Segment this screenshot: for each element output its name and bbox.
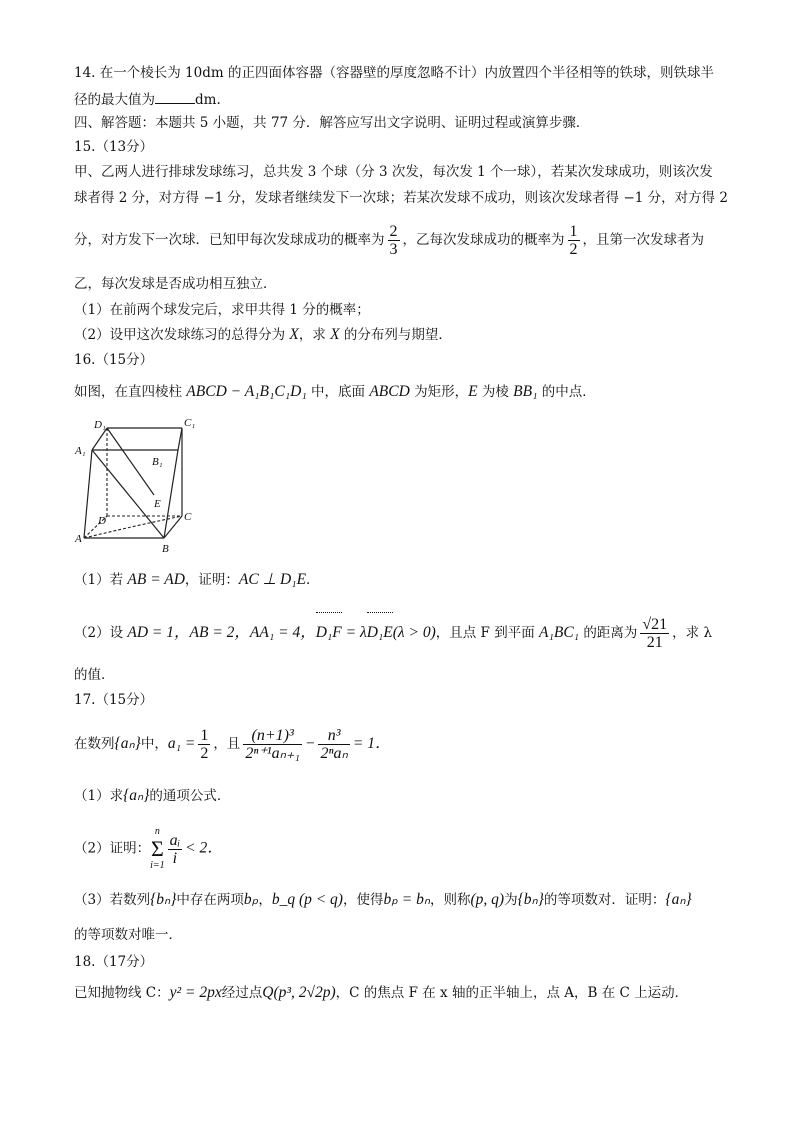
q15-part2-text-c: 的分布列与期望． bbox=[339, 327, 452, 343]
sum-term-den: i bbox=[172, 849, 178, 867]
q17-intro bbox=[74, 722, 390, 766]
q16-intro-c: 为矩形， bbox=[409, 384, 469, 400]
q16-part2-end: 的值． bbox=[74, 667, 115, 683]
sum-term bbox=[168, 832, 183, 867]
prob-jia-num: 2 bbox=[389, 223, 398, 240]
q15-part2 bbox=[74, 326, 452, 344]
var-x: X bbox=[289, 326, 299, 343]
a1-frac bbox=[198, 727, 210, 762]
q17-part1-a: （1）求 bbox=[74, 788, 124, 804]
equal-terms: bₚ = bₙ bbox=[383, 891, 431, 908]
recur-frac-1 bbox=[243, 727, 302, 762]
prob-yi-num: 1 bbox=[569, 223, 578, 240]
q15-line4: 乙，每次发球是否成功相互独立． bbox=[74, 276, 277, 292]
distance-frac bbox=[640, 616, 669, 651]
label-d: D bbox=[98, 515, 106, 527]
seq-a-2: {aₙ} bbox=[123, 787, 150, 804]
label-a: A bbox=[75, 533, 82, 545]
term-bp: bₚ bbox=[243, 891, 259, 908]
q15-part2-text-a: （2）设甲这次发球练习的总得分为 bbox=[74, 327, 290, 343]
q14-line1: 14. 在一个棱长为 10dm 的正四面体容器（容器壁的厚度忽略不计）内放置四个半径相等的铁球，则铁球半 bbox=[74, 65, 714, 81]
minus-sign: − bbox=[304, 735, 316, 752]
distance-den: 21 bbox=[646, 634, 663, 651]
q17-part1-b: 的通项公式． bbox=[149, 788, 231, 804]
q17-part3-g: 的等项数对．证明： bbox=[543, 892, 666, 908]
label-b1: B₁ bbox=[152, 456, 163, 468]
recur-num-1: (n+1)³ bbox=[243, 727, 302, 745]
q16-part2-a: （2）设 bbox=[74, 625, 128, 641]
q16-intro-b: 中，底面 bbox=[306, 384, 370, 400]
q16-part1-a: （1）若 bbox=[74, 572, 128, 588]
q15-line2: 球者得 2 分，对方得 −1 分，发球者继续发下一次球；若某次发球不成功，则该次发球者得 −1 分，对方得 2 bbox=[74, 190, 729, 206]
distance-num: √21 bbox=[642, 616, 668, 633]
q15-part1: （1）在前两个球发完后，求甲共得 1 分的概率； bbox=[74, 302, 370, 318]
point-e: E bbox=[468, 383, 478, 400]
q18-intro-c: ，C 的焦点 F 在 x 轴的正半轴上，点 A，B 在 C 上运动． bbox=[335, 985, 689, 1001]
vector-d1e: D₁E bbox=[367, 612, 393, 652]
plane-name: A₁BC₁ bbox=[539, 624, 580, 641]
prob-jia-den: 3 bbox=[389, 241, 398, 258]
var-x-2: X bbox=[330, 326, 340, 343]
pair-pq: (p, q) bbox=[470, 891, 505, 908]
q16-intro-d: 为棱 bbox=[477, 384, 514, 400]
prob-jia bbox=[388, 223, 400, 258]
term-bq: b_q (p < q) bbox=[271, 891, 343, 908]
q17-intro-b: 中， bbox=[140, 736, 168, 752]
q17-intro-c: ，且 bbox=[213, 736, 241, 752]
q18-intro-a: 已知抛物线 C： bbox=[74, 985, 170, 1001]
q17-part2-a: （2）证明： bbox=[74, 840, 151, 857]
q17-part3-end: 的等项数对唯一． bbox=[74, 927, 182, 943]
parabola-eq: y² = 2px bbox=[169, 984, 222, 1001]
q17-part3-f: 为 bbox=[504, 892, 518, 908]
seq-b: {bₙ} bbox=[150, 891, 177, 908]
q16-part2-cond: (λ > 0) bbox=[392, 624, 436, 641]
q14-line2 bbox=[74, 89, 221, 109]
q15-line3-text-c: ，且第一次发球者为 bbox=[582, 232, 704, 248]
q17-part3-b: 中存在两项 bbox=[176, 892, 244, 908]
a1-den: 2 bbox=[200, 745, 209, 762]
seq-b-2: {bₙ} bbox=[517, 891, 544, 908]
q16-intro-a: 如图，在直四棱柱 bbox=[74, 384, 187, 400]
label-d1: D₁ bbox=[94, 419, 106, 431]
q17-part3-e: ，则称 bbox=[430, 892, 471, 908]
q17-part2 bbox=[74, 826, 223, 872]
prism-figure bbox=[74, 416, 199, 556]
q16-part2 bbox=[74, 612, 712, 652]
label-e: E bbox=[154, 498, 161, 510]
q16-part1-b: ，证明： bbox=[184, 572, 239, 588]
q17-part3-d: ，使得 bbox=[342, 892, 384, 908]
label-b: B bbox=[162, 543, 169, 555]
q15-part2-text-b: ，求 bbox=[298, 327, 331, 343]
a1-num: 1 bbox=[200, 727, 209, 744]
prism-name: ABCD − A₁B₁C₁D₁ bbox=[186, 383, 307, 400]
answer-blank bbox=[155, 89, 195, 104]
recur-frac-2 bbox=[318, 727, 349, 762]
q16-intro bbox=[74, 383, 596, 401]
q17-part1 bbox=[74, 787, 230, 805]
label-c: C bbox=[184, 511, 192, 523]
q18-head: 18.（17分） bbox=[74, 954, 154, 970]
prob-yi-den: 2 bbox=[569, 241, 578, 258]
edge-bb1: BB₁ bbox=[513, 383, 538, 400]
point-q: Q(p³, 2√2p) bbox=[262, 984, 336, 1001]
q14-line2-text: 径的最大值为 bbox=[74, 92, 155, 108]
q15-head: 15.（13分） bbox=[74, 139, 154, 155]
q16-part2-lambda: = λ bbox=[341, 624, 367, 641]
q16-part1 bbox=[74, 571, 320, 589]
q17-part3-a: （3）若数列 bbox=[74, 892, 151, 908]
q16-part1-claim: AC ⊥ D₁E bbox=[238, 571, 307, 588]
sum-top: n bbox=[154, 826, 160, 837]
q17-intro-a: 在数列 bbox=[74, 736, 115, 752]
q16-part2-d: ，求 λ bbox=[672, 625, 713, 641]
q16-part1-eq: AB = AD bbox=[127, 571, 185, 588]
sum-bound: < 2． bbox=[185, 839, 223, 857]
a1-label: a₁ = bbox=[167, 735, 196, 752]
q18-intro bbox=[74, 984, 688, 1002]
q16-intro-e: 的中点． bbox=[537, 384, 596, 400]
sum-symbol bbox=[150, 826, 165, 872]
recur-den-2: 2ⁿaₙ bbox=[320, 745, 348, 762]
recur-num-2: n³ bbox=[318, 727, 349, 745]
base-name: ABCD bbox=[369, 383, 410, 400]
vector-d1f: D₁F bbox=[316, 612, 342, 652]
section4-heading: 四、解答题：本题共 5 小题，共 77 分．解答应写出文字说明、证明过程或演算步骤． bbox=[74, 115, 590, 131]
q17-part3 bbox=[74, 891, 692, 909]
q18-intro-b: 经过点 bbox=[221, 985, 263, 1001]
q15-line3-text-b: ，乙每次发球成功的概率为 bbox=[402, 232, 565, 248]
label-c1: C₁ bbox=[184, 417, 196, 429]
q16-head: 16.（15分） bbox=[74, 352, 154, 368]
seq-a: {aₙ} bbox=[114, 735, 141, 752]
q15-line3-text-a: 分，对方发下一次球．已知甲每次发球成功的概率为 bbox=[74, 232, 385, 248]
q16-part1-d: ． bbox=[306, 572, 320, 588]
label-a1: A₁ bbox=[75, 445, 86, 457]
q15-line1: 甲、乙两人进行排球发球练习，总共发 3 个球（分 3 次发，每次发 1 个一球），若某次发球成功，则该次发 bbox=[74, 164, 713, 180]
q14-unit: dm. bbox=[195, 92, 221, 108]
q16-part2-c: 的距离为 bbox=[579, 625, 638, 641]
q17-part3-c: ， bbox=[258, 892, 272, 908]
prob-yi bbox=[568, 223, 580, 258]
sum-sigma: Σ bbox=[150, 836, 164, 861]
seq-a-3: {aₙ} bbox=[665, 891, 692, 908]
q15-line3 bbox=[74, 222, 704, 258]
q16-part2-given: AD = 1，AB = 2，AA₁ = 4， bbox=[127, 624, 316, 641]
recur-den-1: 2ⁿ⁺¹aₙ₊₁ bbox=[245, 745, 300, 762]
sum-term-num: aᵢ bbox=[169, 831, 181, 849]
q16-part2-b: ，且点 F 到平面 bbox=[435, 625, 540, 641]
q17-head: 17.（15分） bbox=[74, 692, 154, 708]
sum-bottom: i=1 bbox=[150, 860, 165, 871]
recur-eq: = 1． bbox=[352, 735, 391, 752]
